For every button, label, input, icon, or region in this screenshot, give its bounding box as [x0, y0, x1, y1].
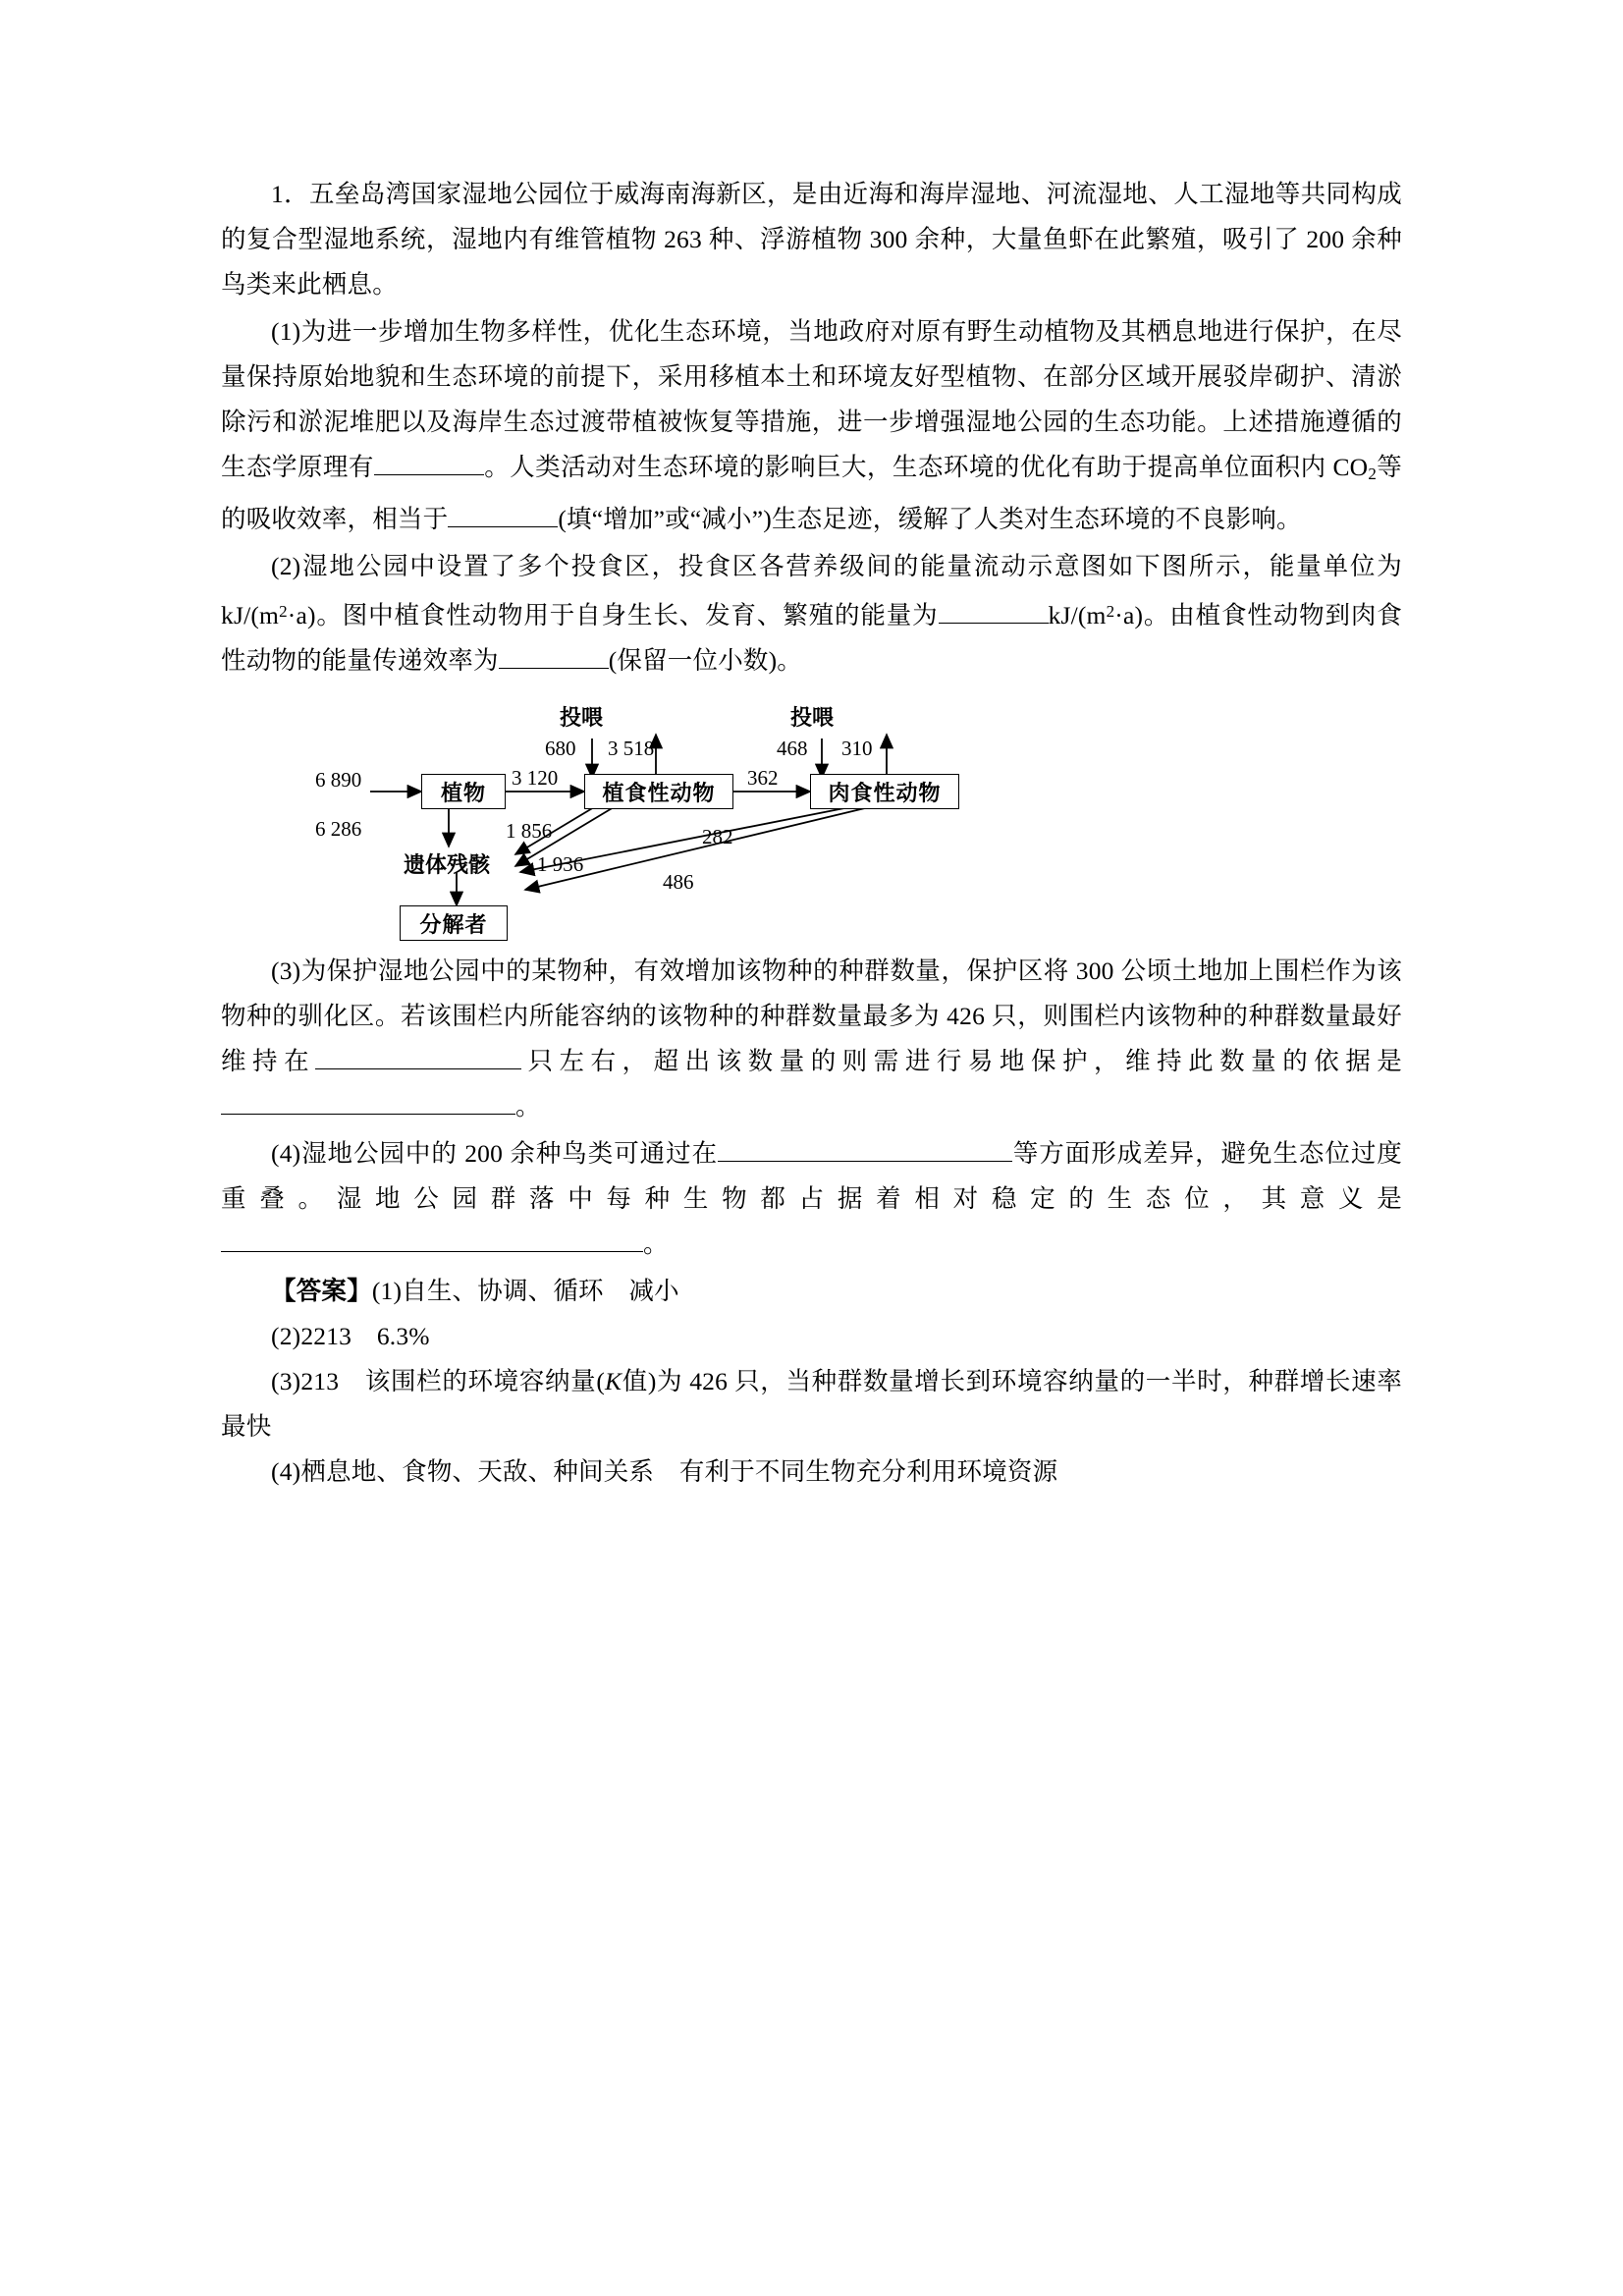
- question-part-4: [221, 1131, 1402, 1267]
- part3-text-c: 。: [515, 1092, 541, 1121]
- diagram-value-herbivore-feed: 680: [545, 737, 576, 760]
- part2-text-d: ·a)。由植食性动物到肉食性动物的能量传递效率为: [221, 601, 1402, 675]
- part1-subscript: 2: [1368, 465, 1378, 483]
- diagram-value-remains-to-decomposer: 486: [663, 870, 694, 894]
- answer-blank-3b[interactable]: [221, 1114, 515, 1115]
- answer-blank-4b[interactable]: [221, 1251, 643, 1252]
- part1-text-b: 。人类活动对生态环境的影响巨大，生态环境的优化有助于提高单位面积内 CO: [483, 453, 1369, 481]
- part2-text-c: kJ/(m: [1048, 601, 1107, 629]
- answer-1-text: (1)自生、协调、循环 减小: [371, 1277, 679, 1305]
- part4-text-c: 。: [643, 1230, 669, 1258]
- part1-text-c: 等的吸收效率，相当于: [221, 453, 1402, 533]
- question-stem: 1．五垒岛湾国家湿地公园位于威海南海新区，是由近海和海岸湿地、河流湿地、人工湿地等共同构成的复合型湿地系统，湿地内有维管植物 263 种、浮游植物 300 余种，大量鱼虾在此繁殖，吸引了 200 余种鸟类来此栖息。: [221, 180, 1402, 299]
- diagram-box-herbivore: 植食性动物: [584, 774, 733, 809]
- part2-text-e: (保留一位小数)。: [608, 646, 802, 675]
- part1-text-a: (1)为进一步增加生物多样性，优化生态环境，当地政府对原有野生动植物及其栖息地进行保护，在尽量保持原始地貌和生态环境的前提下，采用移植本土和环境友好型植物、在部分区域开展驳岸砌护、清淤除污和淤泥堆肥以及海岸生态过渡带植被恢复等措施，进一步增强湿地公园的生态功能。上述措施遵循的生态学原理有: [221, 317, 1402, 481]
- answer-3-k-symbol: K: [605, 1367, 622, 1395]
- diagram-label-feed-herbivore: 投喂: [560, 705, 604, 730]
- diagram-value-carnivore-to-decomposer: 282: [702, 825, 733, 848]
- part2-text-a: (2)湿地公园中设置了多个投食区，投食区各营养级间的能量流动示意图如下图所示，能量单位为 kJ/(m: [221, 552, 1402, 629]
- part4-text-b: 等方面形成差异，避免生态位过度重叠。湿地公园群落中每种生物都占据着相对稳定的生态位，其意义是: [221, 1139, 1402, 1213]
- part2-superscript-1: 2: [279, 602, 288, 621]
- diagram-value-plant-to-remains: 6 286: [315, 817, 362, 841]
- answer-blank-3a[interactable]: [315, 1068, 521, 1069]
- diagram-box-plant: 植物: [421, 774, 506, 809]
- diagram-label-feed-carnivore: 投喂: [790, 705, 835, 730]
- part3-text-b: 只左右，超出该数量的则需进行易地保护，维持此数量的依据是: [521, 1047, 1402, 1075]
- diagram-value-herbivore-resp: 3 518: [608, 737, 655, 760]
- question-part-2: [221, 544, 1402, 683]
- answer-blank-2a[interactable]: [939, 623, 1049, 624]
- diagram-arrows: [221, 697, 1402, 943]
- part2-superscript-2: 2: [1106, 602, 1115, 621]
- diagram-value-herbivore-to-carnivore: 362: [747, 766, 779, 790]
- diagram-value-herbivore-to-remains: 1 856: [506, 819, 553, 843]
- answer-line-3: [221, 1359, 1402, 1449]
- diagram-label-remains: 遗体残骸: [404, 852, 491, 877]
- answer-3-post: 值)为 426 只，当种群数量增长到环境容纳量的一半时，种群增长速率最快: [221, 1367, 1402, 1441]
- answer-line-2: (2)2213 6.3%: [271, 1322, 430, 1350]
- energy-flow-diagram: [221, 697, 1402, 943]
- question-part-3: [221, 949, 1402, 1129]
- answer-line-4: (4)栖息地、食物、天敌、种间关系 有利于不同生物充分利用环境资源: [271, 1457, 1058, 1486]
- diagram-box-decomposer: 分解者: [400, 905, 508, 941]
- diagram-box-carnivore: 肉食性动物: [810, 774, 959, 809]
- part3-text-a: (3)为保护湿地公园中的某物种，有效增加该物种的种群数量，保护区将 300 公顷土地加上围栏作为该物种的驯化区。若该围栏内所能容纳的该物种的种群数量最多为 426 只，则围栏内该物种的种群数量最好维持在: [221, 957, 1402, 1075]
- part1-text-d: (填“增加”或“减小”)生态足迹，缓解了人类对生态环境的不良影响。: [558, 505, 1302, 533]
- answer-tag: 【答案】: [271, 1277, 372, 1305]
- diagram-value-plant-to-herbivore: 3 120: [512, 766, 559, 790]
- answer-blank-4a[interactable]: [718, 1161, 1012, 1162]
- answer-blank-1a[interactable]: [374, 474, 484, 475]
- answer-3-pre: (3)213 该围栏的环境容纳量(: [271, 1367, 606, 1395]
- diagram-value-carnivore-feed: 468: [777, 737, 808, 760]
- part2-text-b: ·a)。图中植食性动物用于自身生长、发育、繁殖的能量为: [287, 601, 939, 629]
- part4-text-a: (4)湿地公园中的 200 余种鸟类可通过在: [271, 1139, 719, 1168]
- diagram-value-carnivore-resp: 310: [841, 737, 873, 760]
- answer-line-1: [221, 1269, 1402, 1314]
- question-part-1: [221, 309, 1402, 542]
- answer-section: [221, 1269, 1402, 1495]
- answer-blank-1b[interactable]: [448, 526, 558, 527]
- answer-blank-2b[interactable]: [499, 668, 609, 669]
- diagram-value-plant-in: 6 890: [315, 768, 362, 792]
- diagram-value-herbivore-to-decomposer: 1 936: [537, 852, 584, 876]
